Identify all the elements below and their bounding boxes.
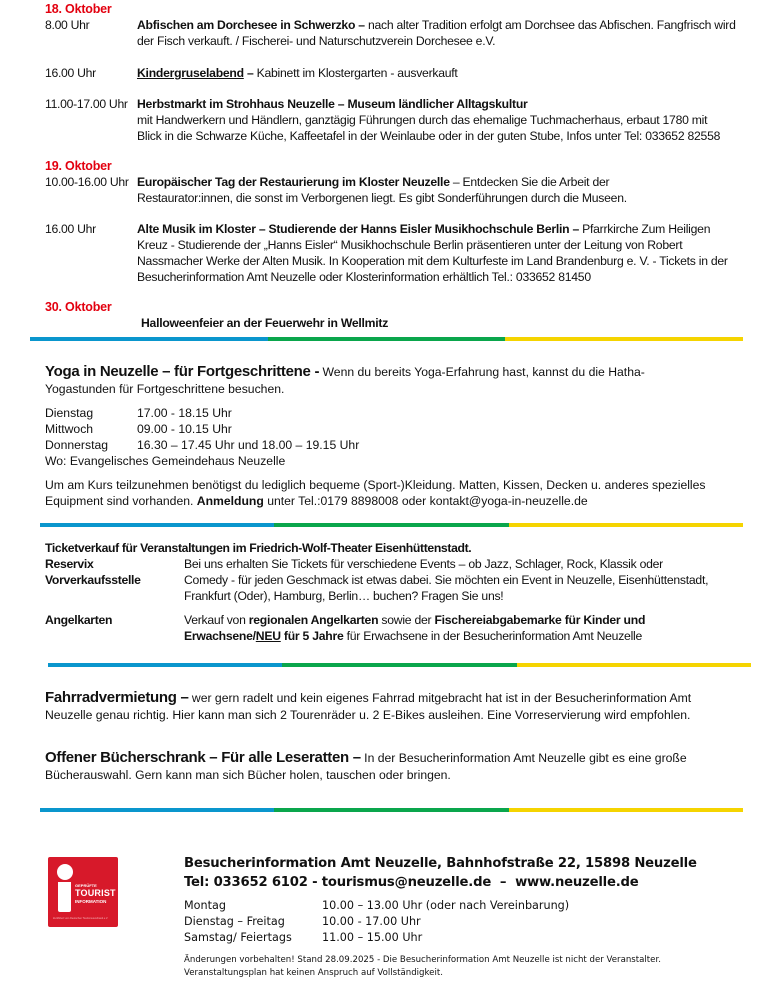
event-title-dash: –: [243, 66, 254, 80]
event-title: Abfischen am Dorchesee in Schwerzko –: [137, 18, 365, 32]
event-title: Alte Musik im Kloster – Studierende der Hanns Eisler Musikhochschule Berlin –: [137, 222, 579, 236]
event-description: Pfarrkirche Zum Heiligen Kreuz - Studierende der „Hanns Eisler“ Musikhochschule Berlin präsentieren unter der Leitung von Robert Nassmacher Werke der Alten Musik. In Kooperation mit dem Kulturfeste im Land Brandenburg e. V. - Tickets in der Besucherinformation Amt Neuzelle oder Klosterinformation erhältlich Tel.: 033652 81450: [137, 222, 728, 284]
opening-hours-row: [184, 914, 634, 930]
event-time: 16.00 Uhr: [45, 66, 96, 80]
hours-day: Dienstag – Freitag: [184, 915, 285, 928]
yoga-title: Yoga in Neuzelle – für Fortgeschrittene -: [45, 363, 320, 380]
event-alte-musik: [137, 221, 735, 285]
event-halloweenfeier: [141, 315, 741, 331]
hours-day: Samstag/ Feiertags: [184, 931, 292, 944]
info-i-dot-icon: [57, 864, 73, 880]
opening-hours: [184, 898, 634, 946]
opening-hours-row: [184, 930, 634, 946]
schedule-time: 09.00 - 10.15 Uhr: [137, 422, 232, 436]
event-title: Halloweenfeier an der Feuerwehr in Wellmitz: [141, 316, 389, 330]
yoga-info: [45, 477, 735, 509]
angel-text: sowie der: [378, 613, 435, 627]
date-heading-30-oktober: 30. Oktober: [45, 300, 112, 314]
section-divider: [30, 337, 743, 341]
logo-text-information: INFORMATION: [75, 899, 107, 904]
book-exchange-text: In der Besucherinformation Amt Neuzelle gibt es eine große Bücherauswahl. Gern kann man sich Bücher holen, tauschen oder bringen.: [45, 751, 687, 782]
reservix-row: [45, 556, 709, 604]
yoga-registration-label: Anmeldung: [196, 494, 264, 508]
reservix-label-line1: Reservix: [45, 557, 94, 571]
divider-yellow-segment: [517, 663, 751, 667]
yoga-schedule: [45, 405, 545, 469]
event-title: Europäischer Tag der Restaurierung im Kloster Neuzelle: [137, 175, 450, 189]
divider-green-segment: [282, 663, 516, 667]
angel-text: für Erwachsene in der Besucherinformation Amt Neuzelle: [343, 629, 643, 643]
event-time: 10.00-16.00 Uhr: [45, 175, 129, 189]
footer-address: Besucherinformation Amt Neuzelle, Bahnhofstraße 22, 15898 Neuzelle: [184, 856, 697, 871]
divider-blue-segment: [48, 663, 282, 667]
event-time: 8.00 Uhr: [45, 18, 90, 32]
schedule-time: 17.00 - 18.15 Uhr: [137, 406, 232, 420]
footer-website-link[interactable]: www.neuzelle.de: [515, 875, 639, 890]
event-abfischen: [137, 17, 737, 49]
hours-time: 11.00 – 15.00 Uhr: [322, 931, 423, 944]
divider-yellow-segment: [509, 523, 743, 527]
reservix-label-line2: Vorverkaufsstelle: [45, 573, 141, 587]
schedule-day: Dienstag: [45, 406, 94, 420]
schedule-day: Mittwoch: [45, 422, 94, 436]
yoga-info-text: Um am Kurs teilzunehmen benötigst du lediglich bequeme (Sport-)Kleidung. Matten, Kissen, Decken u. anderes spezielles Equipment sind vorhanden.: [45, 478, 706, 508]
tourist-information-logo: [48, 857, 118, 927]
section-divider: [40, 808, 743, 812]
yoga-contact: unter Tel.:0179 8898008 oder kontakt@yoga-in-neuzelle.de: [263, 494, 588, 508]
event-kindergruselabend: [137, 65, 737, 81]
section-divider: [48, 663, 751, 667]
bike-rental: [45, 689, 735, 724]
divider-blue-segment: [40, 808, 274, 812]
divider-green-segment: [274, 808, 508, 812]
event-description: mit Handwerkern und Händlern, ganztägig Führungen durch das ehemalige Tuchmacherhaus, erbaut 1780 mit Blick in die Schwarze Küche, Kaffeetafel in der Weinlaube oder in der guten Stube, Infos unter Tel: 033652 82558: [137, 113, 721, 143]
yoga-location: Wo: Evangelisches Gemeindehaus Neuzelle: [45, 454, 286, 468]
book-exchange: [45, 749, 745, 784]
logo-text-tourist: TOURIST: [75, 888, 116, 898]
footer-email-link[interactable]: tourismus@neuzelle.de: [321, 875, 492, 890]
angel-bold: regionalen Angelkarten: [248, 613, 379, 627]
angel-bold: für 5 Jahre: [280, 629, 344, 643]
footer-contact-separator: –: [491, 875, 516, 890]
bike-rental-text: wer gern radelt und kein eigenes Fahrrad mitgebracht hat ist in der Besucherinformation Amt Neuzelle genau richtig. Hier kann man sich 2 Tourenräder u. 2 E-Bikes ausleihen. Eine Vorreservierung wird empfohlen.: [45, 691, 692, 722]
event-time: 11.00-17.00 Uhr: [45, 97, 128, 111]
reservix-label: [45, 556, 184, 604]
event-description: nach alter Tradition erfolgt am Dorchsee das Abfischen. Fangfrisch wird der Fisch verkauft. / Fischerei- und Naturschutzverein Dorchesee e.V.: [137, 18, 736, 48]
event-title: Kindergruselabend: [137, 66, 244, 80]
yoga-schedule-row: [45, 421, 545, 437]
angel-new-badge: NEU: [255, 629, 281, 643]
event-description: Kabinett im Klostergarten - ausverkauft: [253, 66, 458, 80]
divider-green-segment: [268, 337, 506, 341]
divider-blue-segment: [40, 523, 274, 527]
hours-time: 10.00 – 13.00 Uhr (oder nach Vereinbarung): [322, 899, 570, 912]
reservix-text: Bei uns erhalten Sie Tickets für verschiedene Events – ob Jazz, Schlager, Rock, Klassik oder Comedy - für jeden Geschmack ist etwas dabei. Sie möchten ein Event in Neuzelle, Eisenhüttenstadt, Frankfurt (Oder), Hamburg, Berlin… buchen? Fragen Sie uns!: [184, 557, 709, 603]
bike-rental-title: Fahrradvermietung –: [45, 689, 189, 706]
date-heading-19-oktober: 19. Oktober: [45, 159, 112, 173]
event-herbstmarkt: [137, 96, 737, 144]
footer-contact: [184, 873, 639, 892]
yoga-intro: [45, 363, 695, 398]
angelkarten-text: [184, 612, 704, 644]
event-time: 16.00 Uhr: [45, 222, 96, 236]
footer-phone: Tel: 033652 6102 -: [184, 875, 322, 890]
event-tag-der-restaurierung: [137, 174, 687, 206]
divider-yellow-segment: [509, 808, 743, 812]
yoga-schedule-row: [45, 405, 545, 421]
divider-blue-segment: [30, 337, 268, 341]
section-divider: [40, 523, 743, 527]
date-heading-18-oktober: 18. Oktober: [45, 2, 112, 16]
info-i-stem-icon: [58, 882, 71, 912]
event-description: – Entdecken Sie die Arbeit der Restaurator:innen, die sonst im Verborgenen liegt. Es gibt Sonderführungen durch die Museen.: [137, 175, 627, 205]
divider-yellow-segment: [505, 337, 743, 341]
angelkarten-label: Angelkarten: [45, 613, 113, 627]
yoga-intro-text: Wenn du bereits Yoga-Erfahrung hast, kannst du die Hatha-Yogastunden für Fortgeschrittene besuchen.: [45, 365, 645, 396]
hours-day: Montag: [184, 899, 226, 912]
disclaimer-note: Änderungen vorbehalten! Stand 28.09.2025 - Die Besucherinformation Amt Neuzelle ist nicht der Veranstalter. Veranstaltungsplan hat keinen Anspruch auf Vollständigkeit.: [184, 955, 661, 978]
logo-text-gepruefte: GEPRÜFTE: [75, 883, 97, 888]
angel-text: Verkauf von: [184, 613, 249, 627]
yoga-schedule-row: [45, 437, 545, 453]
angelkarten-row: [45, 612, 704, 644]
opening-hours-row: [184, 898, 634, 914]
logo-text-certified: Zertifiziert vom Deutschen Tourismusverband e.V.: [53, 917, 109, 920]
ticket-heading: Ticketverkauf für Veranstaltungen im Friedrich-Wolf-Theater Eisenhüttenstadt.: [45, 541, 472, 555]
book-exchange-title: Offener Bücherschrank – Für alle Leseratten –: [45, 749, 361, 766]
schedule-day: Donnerstag: [45, 438, 109, 452]
angel-bold: Fischereiabgabemarke für Kinder und Erwachsene/: [184, 613, 646, 643]
hours-time: 10.00 - 17.00 Uhr: [322, 915, 421, 928]
schedule-time: 16.30 – 17.45 Uhr und 18.00 – 19.15 Uhr: [137, 438, 360, 452]
event-title: Herbstmarkt im Strohhaus Neuzelle – Museum ländlicher Alltagskultur: [137, 97, 528, 111]
divider-green-segment: [274, 523, 508, 527]
